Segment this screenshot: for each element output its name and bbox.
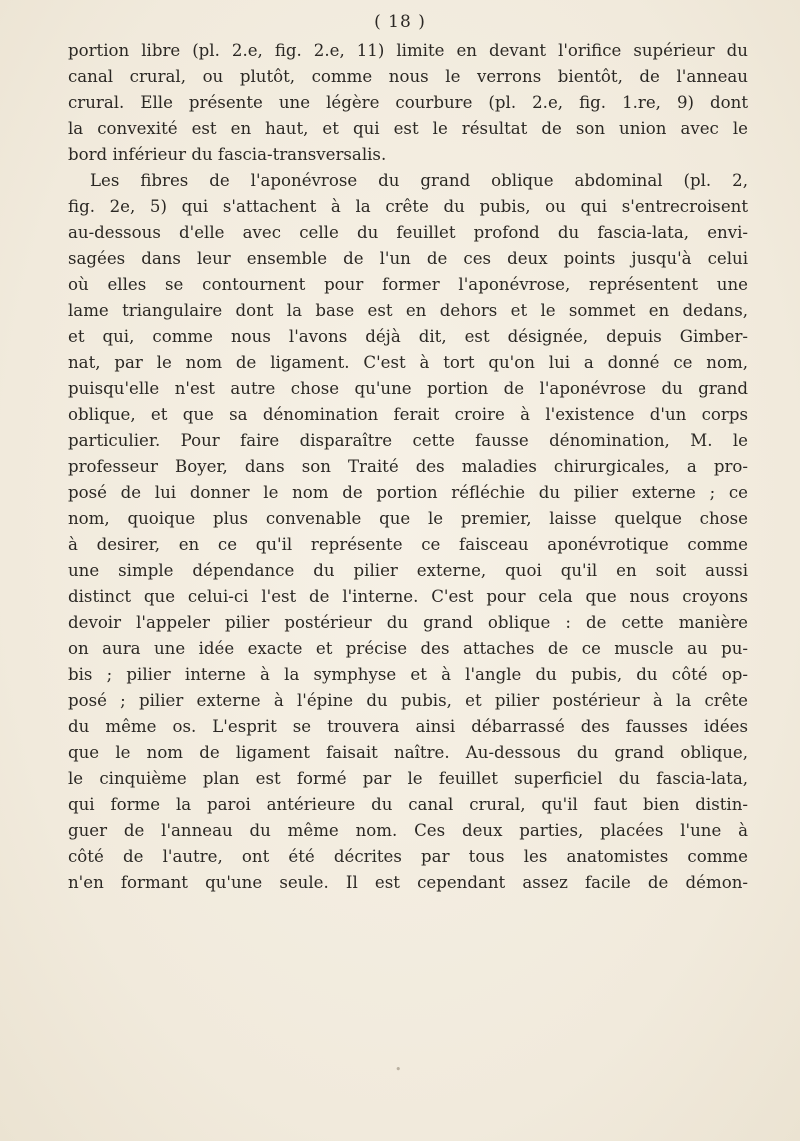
text-line: qui forme la paroi antérieure du canal crural, qu'il faut bien distin- — [68, 795, 748, 814]
text-line: et qui, comme nous l'avons déjà dit, est désignée, depuis Gimber- — [68, 327, 748, 346]
text-line: crural. Elle présente une légère courbure (pl. 2.e, fig. 1.re, 9) dont — [68, 93, 748, 112]
page-number: ( 18 ) — [374, 12, 426, 32]
text-line: nom, quoique plus convenable que le premier, laisse quelque chose — [68, 509, 748, 528]
text-line: bis ; pilier interne à la symphyse et à l'angle du pubis, du côté op- — [68, 665, 748, 684]
paper-speck: • — [395, 1063, 402, 1076]
text-line: à desirer, en ce qu'il représente ce faisceau aponévrotique comme — [68, 535, 748, 554]
text-line: n'en formant qu'une seule. Il est cependant assez facile de démon- — [68, 873, 748, 892]
text-line: portion libre (pl. 2.e, fig. 2.e, 11) limite en devant l'orifice supérieur du — [68, 41, 748, 60]
text-line: au-dessous d'elle avec celle du feuillet profond du fascia-lata, envi- — [68, 223, 748, 242]
text-line: particulier. Pour faire disparaître cette fausse dénomination, M. le — [68, 431, 748, 450]
text-line: du même os. L'esprit se trouvera ainsi débarrassé des fausses idées — [68, 717, 748, 736]
text-line: professeur Boyer, dans son Traité des maladies chirurgicales, a pro- — [68, 457, 748, 476]
text-line: puisqu'elle n'est autre chose qu'une portion de l'aponévrose du grand — [68, 379, 748, 398]
text-line: guer de l'anneau du même nom. Ces deux parties, placées l'une à — [68, 821, 748, 840]
text-line: nat, par le nom de ligament. C'est à tort qu'on lui a donné ce nom, — [68, 353, 748, 372]
text-line: fig. 2e, 5) qui s'attachent à la crête du pubis, ou qui s'entrecroisent — [68, 197, 748, 216]
text-line: oblique, et que sa dénomination ferait croire à l'existence d'un corps — [68, 405, 748, 424]
text-line: la convexité est en haut, et qui est le résultat de son union avec le — [68, 119, 748, 138]
body-text — [68, 38, 748, 896]
text-line: lame triangulaire dont la base est en dehors et le sommet en dedans, — [68, 301, 748, 320]
text-line: sagées dans leur ensemble de l'un de ces deux points jusqu'à celui — [68, 249, 748, 268]
text-line: distinct que celui-ci l'est de l'interne. C'est pour cela que nous croyons — [68, 587, 748, 606]
text-line: posé ; pilier externe à l'épine du pubis, et pilier postérieur à la crête — [68, 691, 748, 710]
text-line: Les fibres de l'aponévrose du grand oblique abdominal (pl. 2, — [90, 171, 748, 190]
text-line: que le nom de ligament faisait naître. Au-dessous du grand oblique, — [68, 743, 748, 762]
text-line: côté de l'autre, ont été décrites par tous les anatomistes comme — [68, 847, 748, 866]
text-line: canal crural, ou plutôt, comme nous le verrons bientôt, de l'anneau — [68, 67, 748, 86]
text-line: devoir l'appeler pilier postérieur du grand oblique : de cette manière — [68, 613, 748, 632]
text-line: on aura une idée exacte et précise des attaches de ce muscle au pu- — [68, 639, 748, 658]
text-line: une simple dépendance du pilier externe, quoi qu'il en soit aussi — [68, 561, 748, 580]
text-line: le cinquième plan est formé par le feuillet superficiel du fascia-lata, — [68, 769, 748, 788]
text-line: où elles se contournent pour former l'aponévrose, représentent une — [68, 275, 748, 294]
text-line: posé de lui donner le nom de portion réfléchie du pilier externe ; ce — [68, 483, 748, 502]
text-line: bord inférieur du fascia-transversalis. — [68, 145, 387, 164]
